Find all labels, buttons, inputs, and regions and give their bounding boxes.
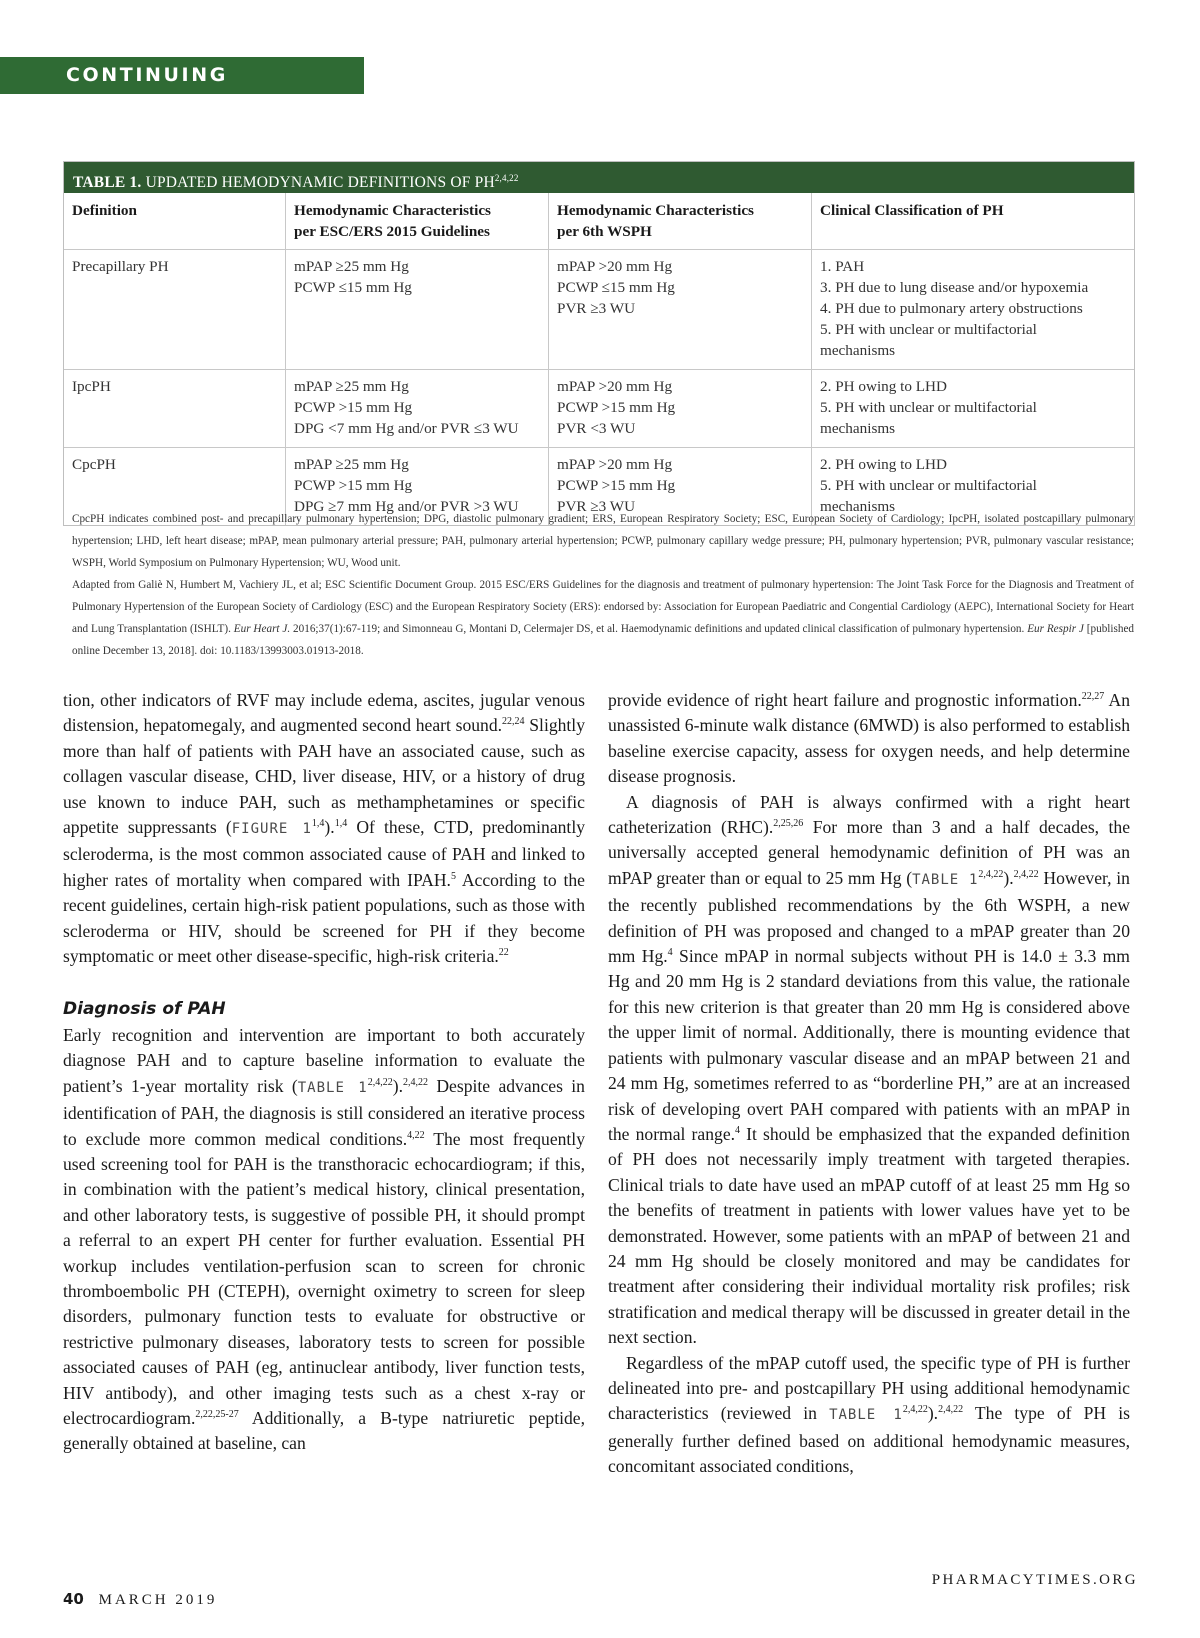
body-paragraph: A diagnosis of PAH is always confirmed with a right heart catheterization (RHC).$^{2,25,26}$ For more than 3 and a half decades, the universally accepted general hemodynamic definition of PH was an mPAP greater than or equal to 25 mm Hg (TABLE 1$^{2,4,22}$).$^{2,4,22}$ However, in the recently published recommendations by the 6th WSPH, a new definition of PH was proposed and changed to a mPAP greater than 20 mm Hg.$^4$ Since mPAP in normal subjects without PH is 14.0 ± 3.3 mm Hg and 20 mm Hg is 2 standard deviations from this value, the rationale for this new criterion is that greater than 20 mm Hg is considered above the upper limit of normal. Additionally, there is mounting evidence that patients with pulmonary vascular disease and an mPAP between 21 and 24 mm Hg, sometimes referred to as “borderline PH,” are at an increased risk of developing overt PAH compared with patients with an mPAP in the normal range.$^4$ It should be emphasized that the expanded definition of PH does not necessarily imply treatment with targeted therapies. Clinical trials to date have used an mPAP cutoff of at least 25 mm Hg so the benefits of treatment in patients with lower values have yet to be demonstrated. However, some patients with an mPAP of between 21 and 24 mm Hg should be closely monitored and may be candidates for treatment after considering their individual mortality risk profiles; risk stratification and medical therapy will be discussed in greater detail in the next section. <box>608 791 1131 1348</box>
hemodynamic-definitions-table <box>63 161 1135 526</box>
table-cell: mPAP ≥25 mm Hg PCWP >15 mm Hg DPG ≥7 mm Hg and/or PVR >3 WU <box>285 448 548 525</box>
table-row <box>64 249 1134 369</box>
journal-name: Eur Respir J <box>1027 623 1084 635</box>
table-header-row <box>64 193 1134 249</box>
table-header-cell: Definition <box>72 202 137 219</box>
table-title-refs: 2,4,22 <box>494 173 519 183</box>
section-banner-label: CONTINUING EDUCATION <box>66 64 228 123</box>
table-cell: 2. PH owing to LHD 5. PH with unclear or multifactorial mechanisms <box>811 370 1134 447</box>
table-cell: mPAP >20 mm Hg PCWP >15 mm Hg PVR <3 WU <box>548 370 811 447</box>
table-cell: 2. PH owing to LHD 5. PH with unclear or multifactorial mechanisms <box>811 448 1134 525</box>
page-footer-left <box>63 1590 217 1609</box>
table-cell: Precapillary PH <box>72 258 169 275</box>
source-text: Adapted from Galiè N, Humbert M, Vachiery JL, et al; ESC Scientific Document Group. 2015 ESC/ERS Guidelines for the diagnosis and treatment of pulmonary hypertension: The Joint Task Force for the Diagnosis and Treatment of Pulmonary Hypertension of the European Society of Cardiology (ESC) and the European Respiratory Society (ERS): endorsed by: Association for European Paediatric and Congential Cardiology (AEPC), International Society for Heart and Lung Transplantation (ISHLT). <box>72 579 1134 635</box>
source-text: 2016;37(1):67-119; and Simonneau G, Montani D, Celermajer DS, et al. Haemodynamic definitions and updated clinical classification of pulmonary hypertension. <box>293 623 1025 635</box>
section-subheading: Diagnosis of PAH <box>63 999 226 1020</box>
page-number: 40 <box>63 1590 84 1608</box>
table-cell: IpcPH <box>72 378 111 395</box>
site-url: PHARMACYTIMES.ORG <box>931 1572 1138 1588</box>
section-banner <box>0 57 364 123</box>
table-cell: mPAP >20 mm Hg PCWP >15 mm Hg PVR ≥3 WU <box>548 448 811 525</box>
body-column-right <box>608 688 1130 1480</box>
table-reference[interactable]: TABLE 1 <box>912 871 979 888</box>
table-reference[interactable]: TABLE 1 <box>297 1079 368 1096</box>
table-cell: CpcPH <box>72 456 116 473</box>
table-title <box>64 162 1134 193</box>
journal-name: Eur Heart J. <box>233 623 291 635</box>
table-header-cell: Hemodynamic Characteristics per ESC/ERS 2015 Guidelines <box>285 193 548 249</box>
table-abbreviations-note: CpcPH indicates combined post- and precapillary pulmonary hypertension; DPG, diastolic pulmonary gradient; ERS, European Respiratory Society; ESC, European Society of Cardiology; IpcPH, isolated postcapillary pulmonary hypertension; LHD, left heart disease; mPAP, mean pulmonary arterial pressure; PAH, pulmonary arterial hypertension; PCWP, pulmonary capillary wedge pressure; PH, pulmonary hypertension; PVR, pulmonary vascular resistance; WSPH, World Symposium on Pulmonary Hypertension; WU, Wood unit. <box>72 513 1134 569</box>
table-cell: mPAP ≥25 mm Hg PCWP >15 mm Hg DPG <7 mm Hg and/or PVR ≤3 WU <box>285 370 548 447</box>
body-paragraph: tion, other indicators of RVF may include edema, ascites, jugular venous distension, hepatomegaly, and augmented second heart sound.$^{22,24}$ Slightly more than half of patients with PAH have an associated cause, such as collagen vascular disease, CHD, liver disease, HIV, or a history of drug use known to induce PAH, such as methamphetamines or specific appetite suppressants (FIGURE 1$^{1,4}$).$^{1,4}$ Of these, CTD, predominantly scleroderma, is the most common associated cause of PAH and linked to higher rates of mortality when compared with IPAH.$^5$ According to the recent guidelines, certain high-risk patient populations, such as those with scleroderma or HIV, should be screened for PH if they become symptomatic or meet other disease-specific, high-risk criteria.$^{22}$ <box>63 690 586 967</box>
table-reference[interactable]: TABLE 1 <box>829 1407 903 1424</box>
table-title-number: TABLE 1. <box>73 174 142 192</box>
body-column-left <box>63 688 585 1457</box>
table-title-text: UPDATED HEMODYNAMIC DEFINITIONS OF PH <box>145 174 495 192</box>
table-header-cell: Hemodynamic Characteristics per 6th WSPH <box>548 193 811 249</box>
table-footnotes <box>72 508 1134 662</box>
table-cell: 1. PAH 3. PH due to lung disease and/or hypoxemia 4. PH due to pulmonary artery obstructions 5. PH with unclear or multifactorial mechanisms <box>811 250 1134 369</box>
figure-reference[interactable]: FIGURE 1 <box>231 821 312 838</box>
body-paragraph: Early recognition and intervention are important to both accurately diagnose PAH and to capture baseline information to evaluate the patient’s 1-year mortality risk (TABLE 1$^{2,4,22}$).$^{2,4,22}$ Despite advances in identification of PAH, the diagnosis is still considered an iterative process to exclude more common medical conditions.$^{4,22}$ The most frequently used screening tool for PAH is the transthoracic echocardiogram; if this, in combination with the patient’s medical history, clinical presentation, and other laboratory tests, is suggestive of possible PH, it should prompt a referral to an expert PH center for further evaluation. Essential PH workup includes ventilation-perfusion scan to screen for chronic thromboembolic PH (CTEPH), overnight oximetry to screen for sleep disorders, pulmonary function tests to evaluate for obstructive or restrictive pulmonary diseases, laboratory tests to screen for possible associated causes of PAH (eg, antinuclear antibody, liver function tests, HIV antibody), and other imaging tests such as a chest x-ray or electrocardiogram.$^{2,22,25-27}$ Additionally, a B-type natriuretic peptide, generally obtained at baseline, can <box>63 1024 585 1454</box>
source-text: [published online December 13, 2018]. doi: 10.1183/13993003.01913-2018. <box>72 623 1135 657</box>
issue-date: MARCH 2019 <box>98 1592 218 1608</box>
table-source-note <box>72 574 1134 662</box>
table-cell: mPAP >20 mm Hg PCWP ≤15 mm Hg PVR ≥3 WU <box>548 250 811 369</box>
table-row <box>64 369 1134 447</box>
body-paragraph: Regardless of the mPAP cutoff used, the specific type of PH is further delineated into pre- and postcapillary PH using additional hemodynamic characteristics (reviewed in TABLE 1$^{2,4,22}$).$^{2,4,22}$ The type of PH is generally further defined based on additional hemodynamic measures, concomitant associated conditions, <box>608 1352 1130 1477</box>
body-paragraph: provide evidence of right heart failure and prognostic information.$^{22,27}$ An unassisted 6-minute walk distance (6MWD) is also performed to establish baseline exercise capacity, assess for oxygen needs, and help determine disease prognosis. <box>608 690 1130 787</box>
table-cell: mPAP ≥25 mm Hg PCWP ≤15 mm Hg <box>285 250 548 369</box>
table-header-cell: Clinical Classification of PH <box>811 193 1134 249</box>
